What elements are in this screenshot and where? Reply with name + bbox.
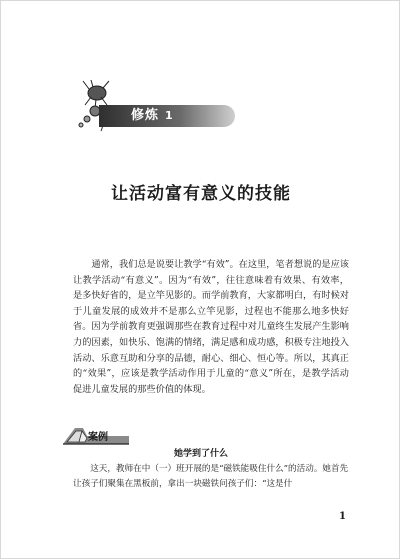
chapter-banner <box>99 105 235 127</box>
section-title: 让活动富有意义的技能 <box>111 184 291 204</box>
body-paragraph: 通常，我们总是说要让教学“有效”。在这里，笔者想说的是应该让教学活动“有意义”。因为“有效”，往往意味着有效果、有效率，是多快好省的，是立竿见影的。而学前教育，大家都明白，有时候对于儿童发展的成效并不是那么立竿见影，过程也不能那么地多快好省。因为学前教育更强调那些在教育过程中对儿童终生发展产生影响力的因素，如快乐、饱满的情绪，满足感和成功感，积极专注地投入活动、乐意互助和分享的品德，耐心、细心、恒心等。所以，其真正的“效果”，应该是教学活动作用于儿童的“意义”所在，是教学活动促进儿童发展的那些价值的体现。 <box>73 259 349 395</box>
chapter-label: 修炼 <box>131 108 160 123</box>
case-text: 这天，教师在中（一）班开展的是“磁铁能吸住什么”的活动。她首先让孩子们聚集在黑板前，拿出一块磁铁问孩子们：“这是什 <box>73 464 349 489</box>
case-title: 她学到了什么 <box>173 449 228 459</box>
case-label: 案例 <box>88 432 108 443</box>
page-number: 1 <box>339 511 346 522</box>
chapter-number: 1 <box>165 109 174 122</box>
